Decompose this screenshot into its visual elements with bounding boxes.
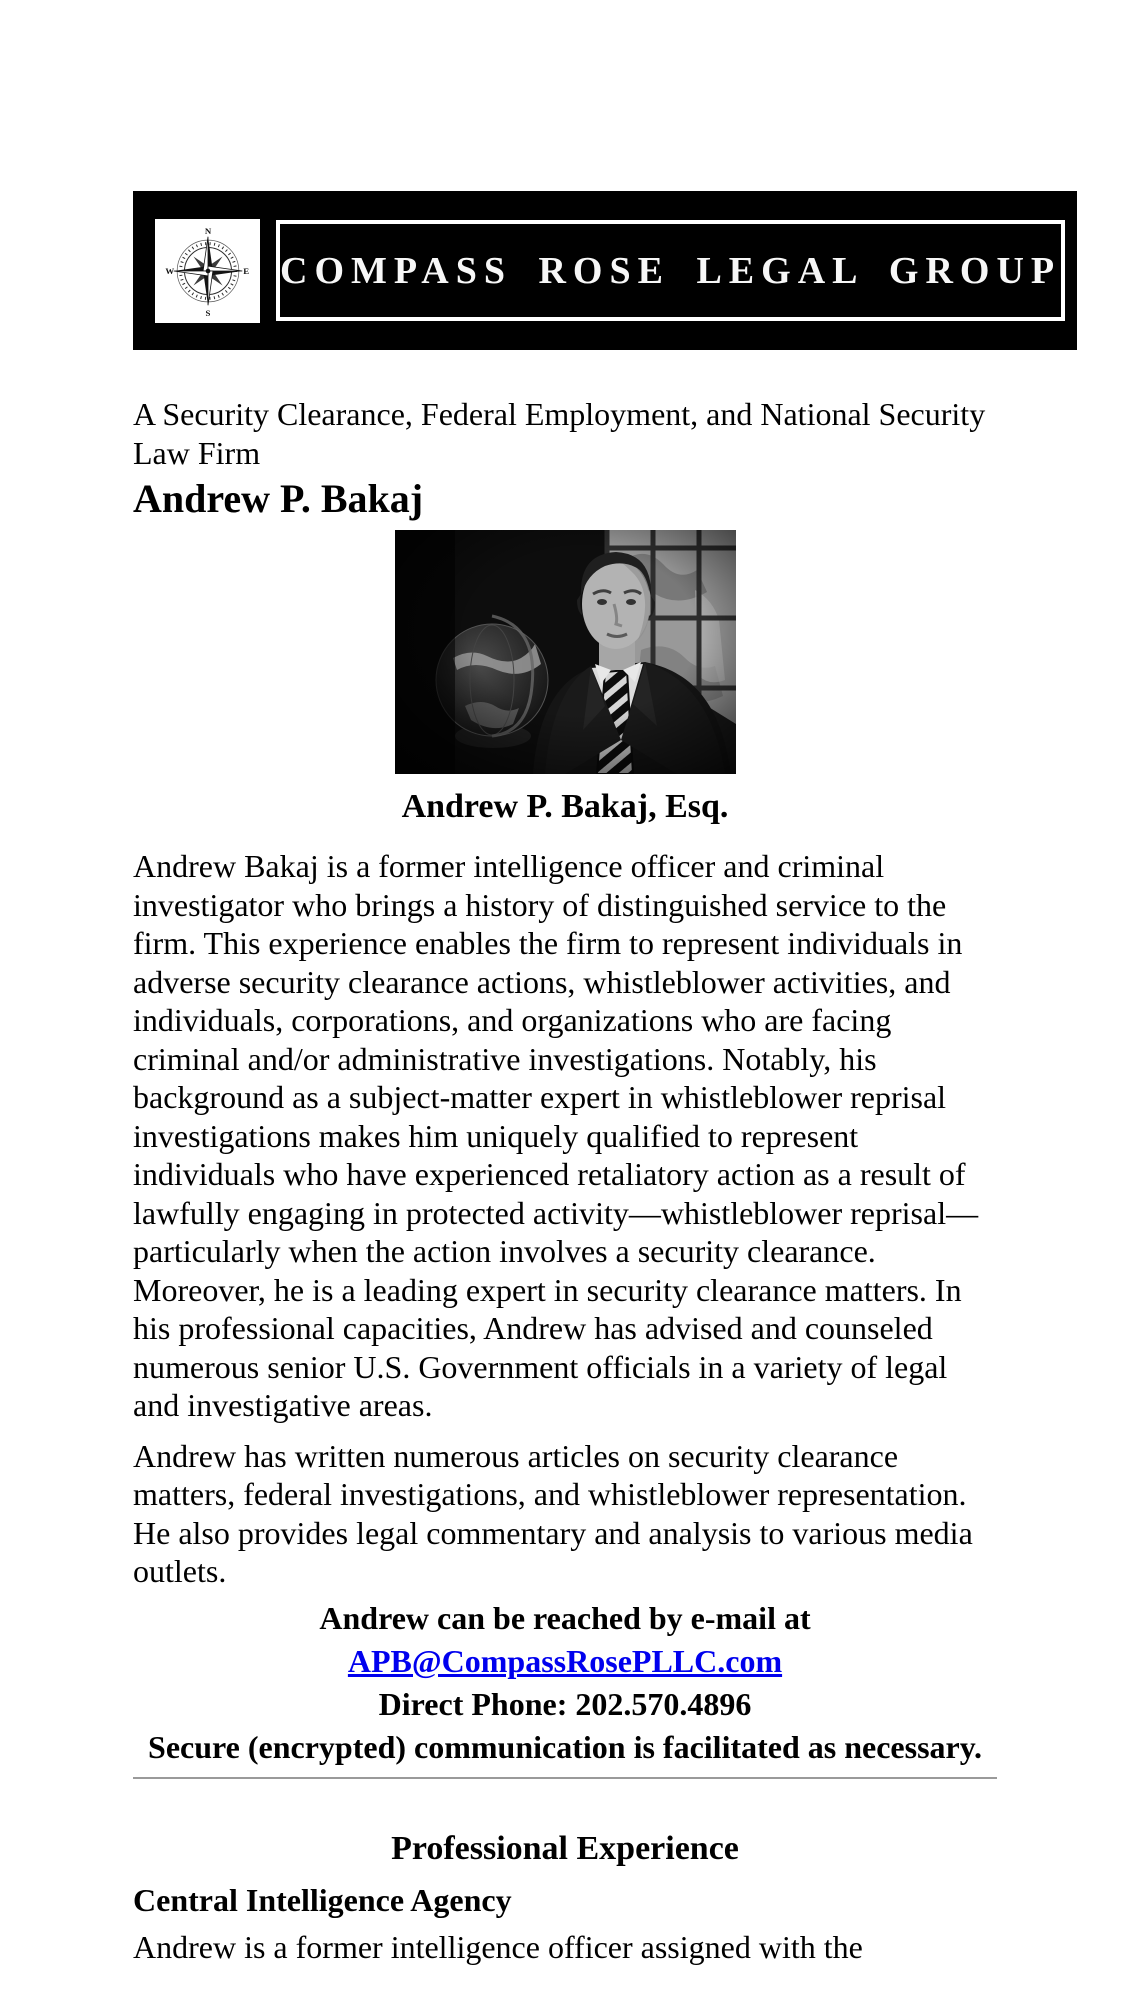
compass-east-label: E xyxy=(242,265,249,276)
phone-line: Direct Phone: 202.570.4896 xyxy=(378,1685,752,1722)
attorney-photo xyxy=(395,530,736,774)
compass-rose-icon xyxy=(159,222,257,320)
email-line xyxy=(133,1641,997,1681)
photo-caption: Andrew P. Bakaj, Esq. xyxy=(401,788,729,825)
brand-title-box xyxy=(276,220,1065,321)
bio-paragraph-2: Andrew has written numerous articles on security clearance matters, federal investigations, and whistleblower representation. He also provides legal commentary and analysis to various media outlets. xyxy=(133,1437,973,1589)
secure-note: Secure (encrypted) communication is facilitated as necessary. xyxy=(148,1728,982,1765)
compass-west-label: W xyxy=(164,265,174,276)
email-link[interactable]: APB@CompassRosePLLC.com xyxy=(347,1642,783,1679)
contact-block xyxy=(133,1598,997,1767)
attorney-portrait-image xyxy=(395,530,736,774)
firm-tagline: A Security Clearance, Federal Employment, and National Security Law Firm xyxy=(133,396,986,471)
header-banner xyxy=(133,191,1077,350)
main-content xyxy=(133,395,997,1967)
section-divider xyxy=(133,1777,997,1779)
compass-logo xyxy=(155,219,260,323)
experience-organization: Central Intelligence Agency xyxy=(133,1881,512,1918)
attorney-name-heading: Andrew P. Bakaj xyxy=(133,476,424,521)
bio-paragraph-1: Andrew Bakaj is a former intelligence officer and criminal investigator who brings a history of distinguished service to the firm. This experience enables the firm to represent individuals in adverse security clearance actions, whistleblower activities, and individuals, corporations, and organizations who are facing criminal and/or administrative investigations. Notably, his background as a subject-matter expert in whistleblower reprisal investigations makes him uniquely qualified to represent individuals who have experienced retaliatory action as a result of lawfully engaging in protected activity—whistleblower reprisal—particularly when the action involves a security clearance. Moreover, he is a leading expert in security clearance matters. In his professional capacities, Andrew has advised and counseled numerous senior U.S. Government officials in a variety of legal and investigative areas. xyxy=(133,848,979,1423)
experience-description: Andrew is a former intelligence officer assigned with the xyxy=(133,1929,863,1965)
experience-section-title: Professional Experience xyxy=(391,1829,739,1867)
email-intro: Andrew can be reached by e-mail at xyxy=(319,1599,811,1636)
compass-north-label: N xyxy=(204,225,211,236)
brand-title: COMPASS ROSE LEGAL GROUP xyxy=(280,249,1062,292)
compass-south-label: S xyxy=(205,307,210,318)
